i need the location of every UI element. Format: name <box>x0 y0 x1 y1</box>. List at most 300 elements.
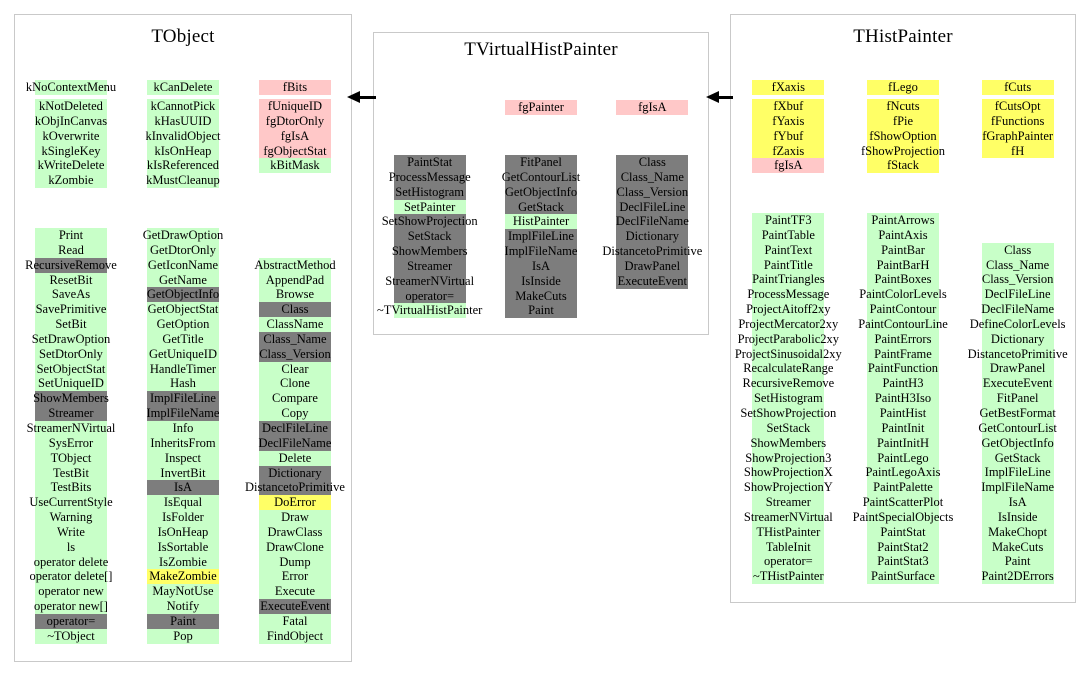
member-label: IsA <box>1008 495 1027 510</box>
member-label: ShowProjectionY <box>743 480 833 495</box>
member-row <box>127 99 239 114</box>
member-label: fCuts <box>1004 80 1032 94</box>
member-row <box>374 244 485 259</box>
member-row <box>597 200 708 215</box>
member-label: Fatal <box>282 613 308 628</box>
member-label: PaintContour <box>869 302 937 317</box>
member-row <box>846 495 961 510</box>
tvirtual-methods-col3 <box>597 155 708 318</box>
member-label: MakeZombie <box>149 569 217 584</box>
member-row <box>960 451 1075 466</box>
member-row <box>846 569 961 584</box>
member-row <box>597 100 708 115</box>
member-label: Warning <box>49 510 93 525</box>
member-row <box>239 614 351 629</box>
member-row <box>597 244 708 259</box>
member-row <box>15 466 127 481</box>
member-label: Pop <box>173 628 193 643</box>
member-row <box>127 480 239 495</box>
member-row <box>731 114 846 129</box>
member-label: IsInside <box>997 509 1038 524</box>
member-label: DrawClass <box>267 524 323 539</box>
member-row <box>127 614 239 629</box>
member-row <box>239 80 351 95</box>
member-label: SetObjectStat <box>36 361 106 376</box>
member-row <box>239 144 351 159</box>
member-label: SetDrawOption <box>31 331 111 346</box>
member-label: kBitMask <box>270 158 320 173</box>
member-row <box>374 229 485 244</box>
member-label: fCutsOpt <box>994 99 1041 113</box>
member-row <box>846 391 961 406</box>
member-label: Clone <box>280 376 310 391</box>
member-label: fShowOption <box>869 128 937 143</box>
member-label: SetShowProjection <box>740 405 837 420</box>
member-row <box>239 525 351 540</box>
member-label: operator delete <box>33 554 109 569</box>
member-row <box>239 347 351 362</box>
member-label: SetShowProjection <box>381 214 478 229</box>
member-label: SetBit <box>55 317 87 332</box>
member-row <box>15 376 127 391</box>
member-row <box>731 129 846 144</box>
member-label: Streamer <box>48 406 94 421</box>
member-label: GetOption <box>156 317 210 332</box>
member-row <box>846 114 961 129</box>
member-label: GetDtorOnly <box>149 242 216 257</box>
member-label: Class_Name <box>263 331 327 346</box>
member-row <box>127 228 239 243</box>
class-box-tvirtualhistpainter <box>373 32 709 335</box>
member-row <box>960 258 1075 273</box>
member-label: IsA <box>173 480 192 495</box>
member-row <box>127 173 239 188</box>
member-label: operator= <box>763 554 813 569</box>
member-row <box>15 480 127 495</box>
member-row <box>960 99 1075 114</box>
member-label: GetTitle <box>162 331 204 346</box>
member-label: Write <box>57 524 85 539</box>
member-row <box>597 214 708 229</box>
member-row <box>731 258 846 273</box>
member-label: ShowMembers <box>391 244 468 259</box>
member-row <box>127 495 239 510</box>
member-row <box>239 391 351 406</box>
member-row <box>731 99 846 114</box>
member-row <box>15 228 127 243</box>
member-label: Paint <box>528 303 554 318</box>
member-label: Delete <box>278 450 312 465</box>
member-row <box>15 451 127 466</box>
member-label: kSingleKey <box>41 143 101 158</box>
member-label: operator new[] <box>34 599 108 614</box>
member-row <box>597 155 708 170</box>
tvirtual-row1-col1 <box>374 100 485 115</box>
member-row <box>731 213 846 228</box>
member-row <box>239 451 351 466</box>
member-row <box>846 144 961 159</box>
member-label: DrawPanel <box>989 361 1046 376</box>
member-row <box>15 406 127 421</box>
member-label: TestBit <box>53 465 89 480</box>
member-label: DoError <box>274 495 316 510</box>
member-label: Print <box>58 228 84 242</box>
member-label: PaintColorLevels <box>859 287 947 302</box>
inheritance-arrow-tvirtual-to-tobject <box>347 91 376 103</box>
member-label: IsOnHeap <box>157 524 209 539</box>
member-label: ProjectParabolic2xy <box>737 331 840 346</box>
member-label: fgIsA <box>638 100 667 114</box>
member-label: ShowProjection3 <box>745 450 832 465</box>
member-row <box>731 451 846 466</box>
member-label: TableInit <box>765 539 811 554</box>
member-row <box>239 99 351 114</box>
member-row <box>15 495 127 510</box>
member-label: ProcessMessage <box>747 287 830 302</box>
member-row <box>15 158 127 173</box>
member-row <box>485 289 596 304</box>
member-label: Paint2DErrors <box>981 569 1054 584</box>
arrow-line <box>359 96 376 99</box>
class-title-tvirtualhistpainter[interactable]: TVirtualHistPainter <box>464 39 618 60</box>
member-row <box>239 555 351 570</box>
member-label: fZaxis <box>772 143 805 158</box>
member-row <box>846 332 961 347</box>
member-row <box>15 629 127 644</box>
member-label: PaintStat <box>880 524 926 539</box>
tobject-members-section <box>15 99 351 188</box>
spacer-row <box>960 213 1075 228</box>
member-label: SysError <box>48 435 94 450</box>
class-box-tobject <box>14 14 352 662</box>
member-row <box>127 362 239 377</box>
member-row <box>846 317 961 332</box>
member-label: SavePrimitive <box>35 302 107 317</box>
member-label: Class_Version <box>616 184 689 199</box>
member-row <box>239 584 351 599</box>
member-label: kCanDelete <box>153 80 213 94</box>
member-row <box>15 421 127 436</box>
member-row <box>239 114 351 129</box>
member-row <box>127 302 239 317</box>
member-row <box>846 376 961 391</box>
member-label: FitPanel <box>996 391 1039 406</box>
tobject-members-col2 <box>127 99 239 188</box>
member-label: Notify <box>166 599 200 614</box>
member-row <box>846 302 961 317</box>
member-label: Draw <box>281 510 309 525</box>
member-label: SetStack <box>407 229 452 244</box>
member-label: SetUniqueID <box>38 376 104 391</box>
member-label: fgPainter <box>518 100 564 114</box>
member-label: ProjectMercator2xy <box>738 316 839 331</box>
member-row <box>846 129 961 144</box>
member-row <box>239 406 351 421</box>
member-row <box>127 540 239 555</box>
tobject-methods-col1 <box>15 228 127 644</box>
member-label: GetIconName <box>147 257 219 272</box>
member-row <box>731 332 846 347</box>
member-row <box>731 243 846 258</box>
member-row <box>846 421 961 436</box>
member-label: GetStack <box>518 199 564 214</box>
tobject-members-col1 <box>15 99 127 188</box>
member-label: GetUniqueID <box>148 346 217 361</box>
member-label: DeclFileName <box>258 435 332 450</box>
member-row <box>15 302 127 317</box>
member-row <box>127 287 239 302</box>
member-label: ClassName <box>266 317 324 332</box>
tobject-row1-col1 <box>15 80 127 95</box>
member-label: IsEqual <box>163 495 203 510</box>
member-row <box>731 272 846 287</box>
member-label: PaintTable <box>761 227 815 242</box>
member-row <box>731 406 846 421</box>
member-row <box>731 361 846 376</box>
spacer-row <box>239 243 351 258</box>
member-row <box>239 258 351 273</box>
tvirtual-row1-col2 <box>485 100 596 115</box>
class-title-thistpainter[interactable]: THistPainter <box>853 26 953 47</box>
member-row <box>597 259 708 274</box>
member-row <box>846 436 961 451</box>
member-row <box>731 569 846 584</box>
member-label: ExecuteEvent <box>617 273 688 288</box>
spacer-row <box>374 100 485 115</box>
member-label: kIsReferenced <box>146 158 220 173</box>
member-label: SetStack <box>766 420 811 435</box>
member-row <box>846 510 961 525</box>
member-row <box>960 480 1075 495</box>
member-row <box>239 495 351 510</box>
member-row <box>374 155 485 170</box>
member-row <box>960 495 1075 510</box>
member-label: ShowMembers <box>33 391 109 406</box>
member-row <box>597 274 708 289</box>
member-row <box>15 599 127 614</box>
member-label: kMustCleanup <box>146 173 220 188</box>
member-row <box>127 258 239 273</box>
member-row <box>239 436 351 451</box>
member-row <box>846 80 961 95</box>
thist-methods-col1 <box>731 213 846 584</box>
member-label: Error <box>281 569 309 584</box>
member-row <box>15 114 127 129</box>
member-row <box>15 584 127 599</box>
arrow-line <box>718 96 733 99</box>
member-row <box>846 406 961 421</box>
member-label: Streamer <box>407 258 453 273</box>
member-label: DefineColorLevels <box>969 316 1066 331</box>
member-label: kWriteDelete <box>37 158 105 173</box>
member-label: Dump <box>279 554 311 569</box>
member-label: ImplFileName <box>504 244 578 259</box>
member-row <box>15 525 127 540</box>
member-label: ProjectAitoff2xy <box>746 302 831 317</box>
member-label: AppendPad <box>265 272 325 287</box>
member-label: PaintScatterPlot <box>862 495 944 510</box>
tobject-methods-col2 <box>127 228 239 644</box>
member-label: PaintAxis <box>878 227 928 242</box>
member-row <box>127 569 239 584</box>
member-label: fXaxis <box>771 80 805 94</box>
thist-members-col3 <box>960 99 1075 173</box>
member-label: Streamer <box>765 495 811 510</box>
member-row <box>731 421 846 436</box>
member-row <box>731 540 846 555</box>
member-label: Hash <box>170 376 196 391</box>
thist-methods-section <box>731 213 1075 584</box>
member-label: DistancetoPrimitive <box>244 480 345 495</box>
member-row <box>15 614 127 629</box>
member-row <box>846 465 961 480</box>
member-row <box>597 170 708 185</box>
thist-members-col1 <box>731 99 846 173</box>
member-row <box>485 170 596 185</box>
member-label: SetPainter <box>403 199 456 214</box>
member-label: ImplFileName <box>981 480 1055 495</box>
member-row <box>15 540 127 555</box>
member-label: fYaxis <box>772 113 805 128</box>
member-row <box>960 525 1075 540</box>
member-label: Class_Version <box>981 272 1054 287</box>
member-label: PaintTF3 <box>765 213 812 227</box>
member-row <box>485 100 596 115</box>
member-label: PaintLego <box>877 450 929 465</box>
member-row <box>127 376 239 391</box>
member-row <box>846 480 961 495</box>
member-label: IsZombie <box>159 554 207 569</box>
member-label: PaintBar <box>881 242 925 257</box>
member-label: RecursiveRemove <box>25 257 117 272</box>
member-label: fStack <box>887 158 919 173</box>
member-label: ~TObject <box>47 628 95 643</box>
tvirtual-row1-col3 <box>597 100 708 115</box>
member-row <box>127 144 239 159</box>
member-row <box>127 114 239 129</box>
member-label: IsSortable <box>157 539 209 554</box>
member-row <box>127 243 239 258</box>
member-row <box>127 629 239 644</box>
member-row <box>960 436 1075 451</box>
member-label: ImplFileLine <box>508 229 574 244</box>
member-label: fShowProjection <box>860 143 945 158</box>
member-row <box>374 170 485 185</box>
member-label: RecalculateRange <box>743 361 834 376</box>
member-row <box>960 243 1075 258</box>
member-row <box>960 129 1075 144</box>
member-label: DeclFileLine <box>261 420 328 435</box>
member-row <box>960 569 1075 584</box>
member-label: DeclFileName <box>615 214 689 229</box>
member-label: RecursiveRemove <box>742 376 835 391</box>
member-row <box>127 406 239 421</box>
member-label: PaintInit <box>881 420 925 435</box>
member-label: GetContourList <box>978 420 1057 435</box>
member-row <box>731 302 846 317</box>
member-label: UseCurrentStyle <box>29 495 113 510</box>
member-row <box>239 302 351 317</box>
member-row <box>239 376 351 391</box>
member-label: FindObject <box>266 628 324 643</box>
member-label: operator delete[] <box>29 569 113 584</box>
member-row <box>731 158 846 173</box>
member-row <box>15 129 127 144</box>
member-label: fBits <box>282 80 308 94</box>
member-label: ShowProjectionX <box>743 465 833 480</box>
tvirtual-methods-col1 <box>374 155 485 318</box>
member-label: GetDrawOption <box>142 228 224 242</box>
member-row <box>15 273 127 288</box>
member-label: Compare <box>272 391 318 406</box>
member-row <box>960 287 1075 302</box>
member-row <box>127 584 239 599</box>
member-label: kCannotPick <box>150 99 216 113</box>
member-label: PaintTitle <box>763 257 813 272</box>
member-row <box>374 200 485 215</box>
member-label: kOverwrite <box>42 128 100 143</box>
member-label: operator= <box>46 613 96 628</box>
member-row <box>846 347 961 362</box>
member-row <box>960 114 1075 129</box>
member-label: IsA <box>531 258 551 273</box>
member-row <box>731 525 846 540</box>
member-row <box>485 185 596 200</box>
member-row <box>485 229 596 244</box>
member-label: Read <box>58 242 84 257</box>
member-row <box>960 302 1075 317</box>
member-label: SetHistogram <box>395 184 465 199</box>
member-label: ResetBit <box>49 272 93 287</box>
member-row <box>127 599 239 614</box>
tobject-top-members-row <box>15 80 351 95</box>
member-label: ExecuteEvent <box>982 376 1053 391</box>
member-label: PaintLegoAxis <box>865 465 941 480</box>
thist-methods-col2 <box>846 213 961 584</box>
member-label: fgObjectStat <box>263 143 327 158</box>
member-label: InheritsFrom <box>150 435 216 450</box>
member-label: DistancetoPrimitive <box>967 346 1068 361</box>
member-label: Info <box>172 420 194 435</box>
member-label: fYbuf <box>773 128 804 143</box>
member-label: PaintStat <box>407 155 453 169</box>
member-label: HistPainter <box>512 214 570 229</box>
member-row <box>127 129 239 144</box>
member-row <box>731 465 846 480</box>
member-label: Class_Name <box>986 257 1050 272</box>
member-label: fgDtorOnly <box>265 113 325 128</box>
member-row <box>374 259 485 274</box>
member-row <box>960 144 1075 159</box>
member-row <box>239 317 351 332</box>
member-row <box>127 273 239 288</box>
tobject-row1-col2 <box>127 80 239 95</box>
member-label: GetBestFormat <box>979 405 1056 420</box>
member-label: GetObjectInfo <box>504 184 578 199</box>
member-row <box>239 421 351 436</box>
member-label: PaintFunction <box>867 361 939 376</box>
member-row <box>846 361 961 376</box>
member-label: DeclFileLine <box>619 199 686 214</box>
class-title-tobject[interactable]: TObject <box>151 26 215 47</box>
member-label: PaintStat3 <box>877 554 929 569</box>
member-label: ShowMembers <box>750 435 827 450</box>
member-label: PaintPalette <box>873 480 933 495</box>
member-row <box>15 436 127 451</box>
member-row <box>239 273 351 288</box>
member-row <box>374 289 485 304</box>
member-row <box>960 80 1075 95</box>
